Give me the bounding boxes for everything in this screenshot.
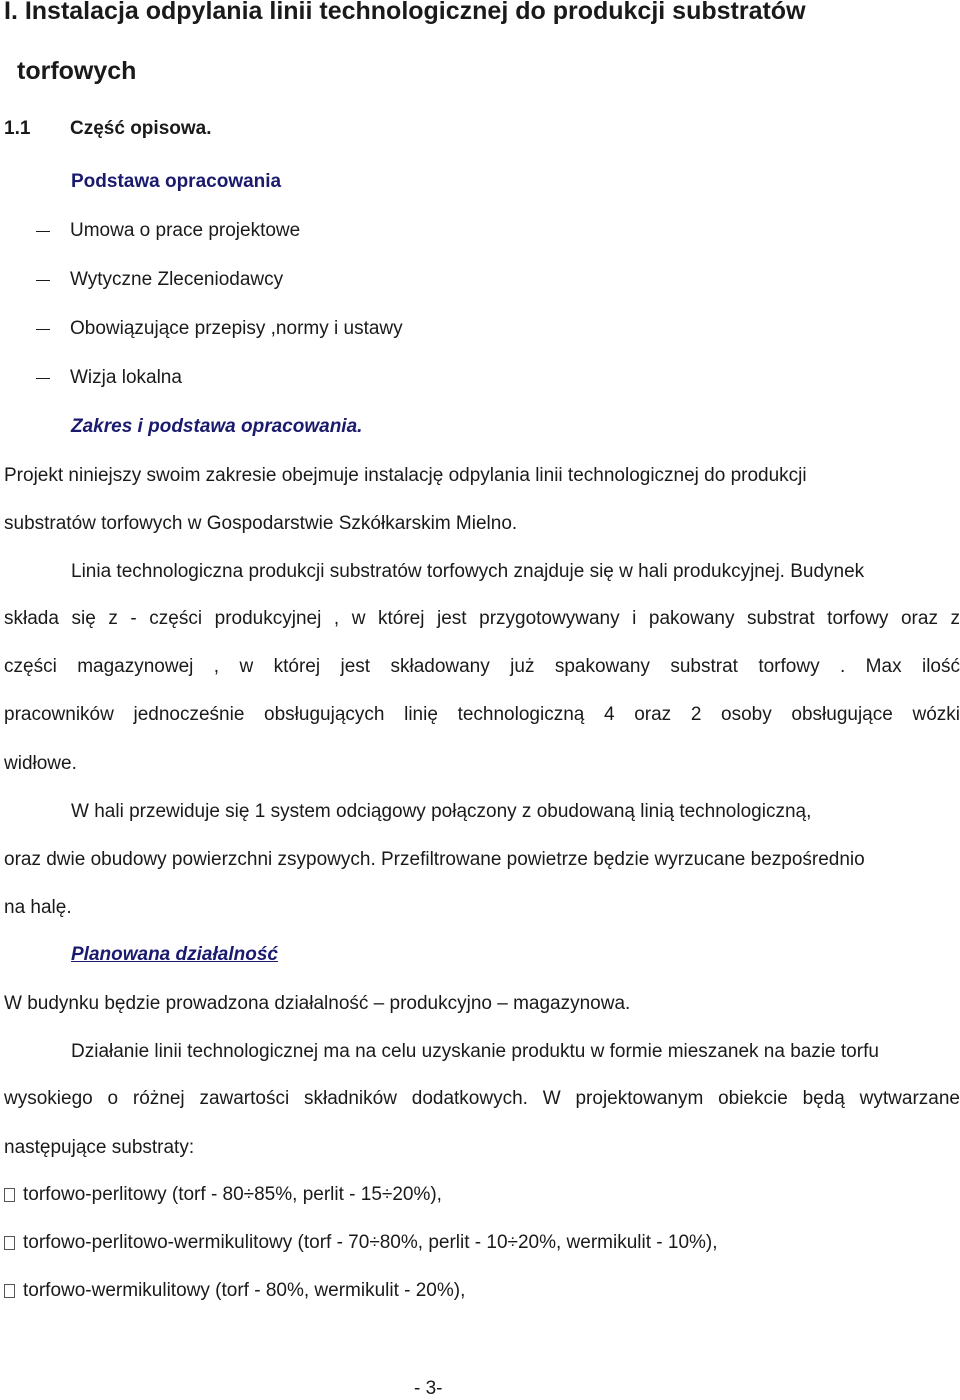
basis-list-item <box>36 269 283 291</box>
document-title-line-1: I. Instalacja odpylania linii technologicznej do produkcji substratów <box>4 0 806 25</box>
scope-paragraph-2-line: pracowników jednocześnie obsługujących linię technologiczną 4 oraz 2 osoby obsługujące wózki <box>4 704 960 725</box>
activity-paragraph-2-line: następujące substraty: <box>4 1137 195 1158</box>
activity-paragraph-2-line: wysokiego o różnej zawartości składników dodatkowych. W projektowanym obiekcie będą wytwarzane <box>4 1088 960 1109</box>
scope-paragraph-2-line: części magazynowej , w której jest składowany już spakowany substrat torfowy . Max ilość <box>4 656 960 677</box>
basis-item-text: Umowa o prace projektowe <box>70 220 301 241</box>
dash-bullet-icon <box>36 280 50 281</box>
dash-bullet-icon <box>36 329 50 330</box>
scope-paragraph-3-line: oraz dwie obudowy powierzchni zsypowych. Przefiltrowane powietrze będzie wyrzucane bezpośrednio <box>4 849 865 870</box>
activity-heading: Planowana działalność <box>71 944 278 965</box>
substrate-list-item <box>4 1280 465 1302</box>
box-bullet-icon <box>4 1236 15 1250</box>
basis-item-text: Wizja lokalna <box>70 367 182 388</box>
substrate-text: torfowo-perlitowy (torf - 80÷85%, perlit - 15÷20%), <box>23 1184 442 1205</box>
basis-list-item <box>36 367 182 389</box>
box-bullet-icon <box>4 1188 15 1202</box>
scope-paragraph-3-line: na halę. <box>4 897 72 918</box>
page-number: - 3- <box>414 1378 443 1399</box>
basis-list-item <box>36 318 403 340</box>
basis-item-text: Wytyczne Zleceniodawcy <box>70 269 284 290</box>
dash-bullet-icon <box>36 378 50 379</box>
document-title-line-2: torfowych <box>17 57 137 85</box>
substrate-text: torfowo-wermikulitowy (torf - 80%, wermikulit - 20%), <box>23 1280 466 1301</box>
scope-paragraph-2-line: widłowe. <box>4 753 77 774</box>
scope-paragraph-3-line: W hali przewiduje się 1 system odciągowy połączony z obudowaną linią technologiczną, <box>71 801 812 822</box>
basis-list-item <box>36 220 300 242</box>
substrate-text: torfowo-perlitowo-wermikulitowy (torf - 70÷80%, perlit - 10÷20%, wermikulit - 10%), <box>23 1232 718 1253</box>
box-bullet-icon <box>4 1284 15 1298</box>
substrate-list-item <box>4 1232 718 1254</box>
scope-paragraph-2-line: Linia technologiczna produkcji substratów torfowych znajduje się w hali produkcyjnej. Budynek <box>71 561 865 582</box>
dash-bullet-icon <box>36 231 50 232</box>
section-title: Część opisowa. <box>70 118 212 139</box>
scope-heading: Zakres i podstawa opracowania. <box>71 416 363 437</box>
activity-paragraph-1: W budynku będzie prowadzona działalność – produkcyjno – magazynowa. <box>4 993 631 1014</box>
scope-paragraph-2-line: składa się z - części produkcyjnej , w której jest przygotowywany i pakowany substrat torfowy oraz z <box>4 608 960 629</box>
substrate-list-item <box>4 1184 442 1206</box>
scope-paragraph-1-line: substratów torfowych w Gospodarstwie Szkółkarskim Mielno. <box>4 513 518 534</box>
basis-heading: Podstawa opracowania <box>71 171 282 192</box>
activity-paragraph-2-line: Działanie linii technologicznej ma na celu uzyskanie produktu w formie mieszanek na bazie torfu <box>71 1041 879 1062</box>
section-number: 1.1 <box>4 118 31 139</box>
scope-paragraph-1-line: Projekt niniejszy swoim zakresie obejmuje instalację odpylania linii technologicznej do produkcji <box>4 465 807 486</box>
basis-item-text: Obowiązujące przepisy ,normy i ustawy <box>70 318 403 339</box>
